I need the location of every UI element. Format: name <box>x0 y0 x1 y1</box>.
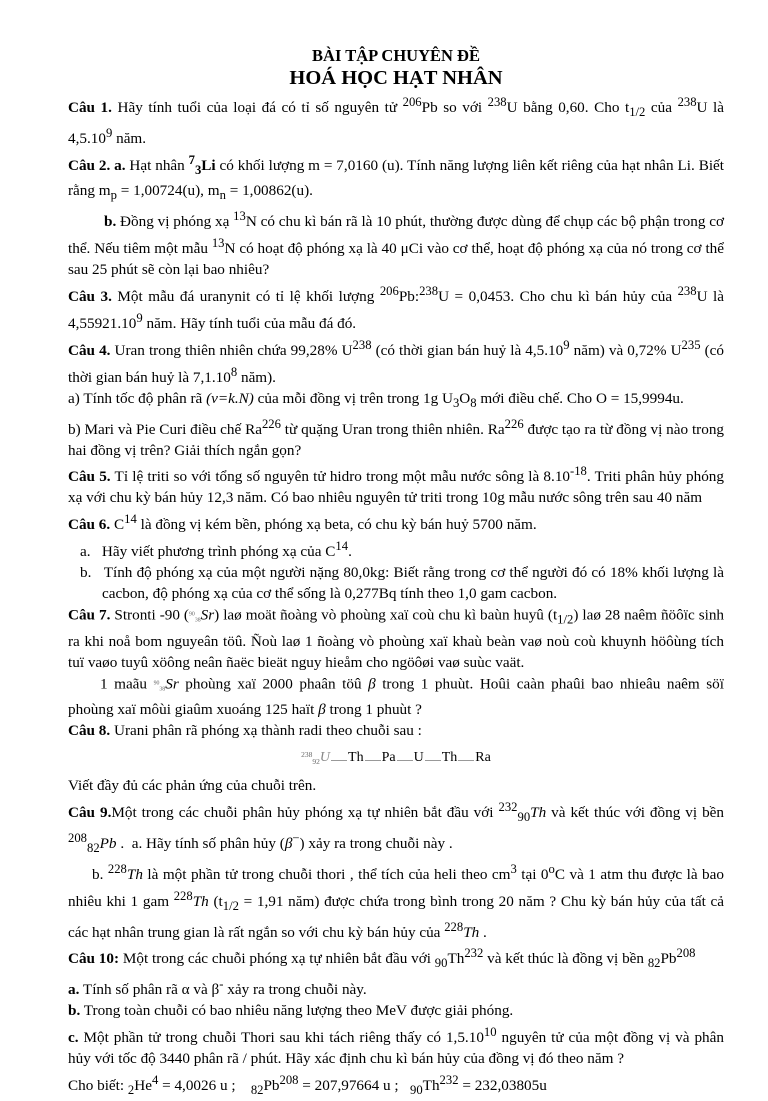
question-5: Câu 5. Tỉ lệ triti so với tổng số nguyên tử hidro trong một mẫu nước sông là $8.10^{-18}$. Triti phân hủy phóng xạ với chu kỳ bán hủy 12,3 năm. Có bao nhiêu nguyên tử triti trong 10g mẫu nước sông trên sau 40 năm <box>68 464 724 507</box>
decay-chain <box>68 745 724 773</box>
question-4: Câu 4. Uran trong thiên nhiên chứa 99,28% $U^{238}$ (có thời gian bán huỷ là 4,5.10$^9$ năm) và 0,72% $U^{235}$ (có thời gian bán huỷ là 7,1.10$^8$ năm). <box>68 337 724 386</box>
arrow <box>458 754 474 761</box>
arrow <box>425 754 441 761</box>
chain-item: Th <box>441 749 458 765</box>
question-6b: b. Tính độ phóng xạ của một người nặng 80,0kg: Biết rằng trong cơ thể người đó có 18% khối lượng là cacbon, độ phóng xạ của cơ thể sống là 0,277Bq tính theo 1,0 gam cacbon. <box>80 564 724 603</box>
arrow <box>397 754 413 761</box>
chain-item: Pa <box>381 749 396 765</box>
document-page <box>68 44 724 1101</box>
question-8: Câu 8. Urani phân rã phóng xạ thành radi theo chuỗi sau : <box>68 722 422 740</box>
question-1: Câu 1. Hãy tính tuổi của loại đá có tỉ số nguyên tử $^{206}$Pb so với $^{238}$U bằng 0,60. Cho $t_{1/2}$ của $^{238}$U là 4,5.10$^9$ năm. <box>68 95 725 148</box>
question-10b: b. Trong toàn chuỗi có bao nhiêu năng lượng theo MeV được giải phóng. <box>68 1002 514 1020</box>
question-10: Câu 10: Một trong các chuỗi phóng xạ tự nhiên bắt đầu với $_{90}Th^{232}$ và kết thúc là đồng vị bền $_{82}Pb^{208}$ <box>68 946 696 971</box>
question-4a: a) Tính tốc độ phân rã (v=k.N) của mỗi đồng vị trên trong 1g $U_3O_8$ mới điều chế. Cho O = 15,9994u. <box>68 389 684 410</box>
chain-start: U <box>319 749 331 765</box>
question-7: Câu 7. Stronti -90 ($^{90}_{38}$Sr) laø moät ñoàng vò phoùng xaï coù chu kì baùn huyû $(t_{1/2})$ laø 28 naêm ñöôïc sinh ra khi noå bom nguyeân töû. Ñoù laø 1 ñoàng vò phoùng xaï khaù beàn vaø noù coù khuynh höôùng tích tuï vaøo tuyû xöông neân ñaëc bieät nguy hieåm cho ngöôøi vaø suùc vaät. <box>68 606 725 671</box>
question-6: Câu 6. $C^{14}$ là đồng vị kém bền, phóng xạ beta, có chu kỳ bán huỷ 5700 năm. <box>68 512 537 534</box>
question-2a: Câu 2. a. Hạt nhân $^7_3$Li có khối lượng m = 7,0160 (u). Tính năng lượng liên kết riêng của hạt nhân Li. Biết rằng $m_p = 1,00724(u)$, $m_n = 1,00862(u)$. <box>68 152 725 202</box>
chain-item: U <box>413 749 424 765</box>
chain-number: 92 <box>312 756 320 766</box>
chain-item: Ra <box>475 749 491 765</box>
question-6a: a. Hãy viết phương trình phóng xạ của $C^{14}$. <box>80 539 352 561</box>
question-7-sub: 1 maãu $^{90}_{38}$Sr phoùng xaï 2000 phaân töû β trong 1 phuùt. Hoûi caàn phaûi bao nhieâu naêm söï phoùng xaï môùi giaûm xuoáng 125 haït β trong 1 phuùt ? <box>68 674 724 719</box>
arrow <box>365 754 381 761</box>
chain-mass: 238 <box>301 749 313 759</box>
heading-subtitle: BÀI TẬP CHUYÊN ĐỀ <box>312 46 480 65</box>
question-10a: a. Tính số phân rã α và β- xảy ra trong chuỗi này. <box>68 977 367 999</box>
chain-item: Th <box>348 749 364 765</box>
heading-title: HOÁ HỌC HẠT NHÂN <box>289 67 503 89</box>
question-3: Câu 3. Một mẫu đá uranynit có tỉ lệ khối lượng $^{206}$Pb:$^{238}$U = 0,0453. Cho chu kì bán hủy của $^{238}$U là 4,55921.10$^9$ năm. Hãy tính tuổi của mẫu đá đó. <box>68 283 724 332</box>
question-8-task: Viết đầy đủ các phản ứng của chuỗi trên. <box>68 776 317 794</box>
question-10c: c. Một phần tử trong chuỗi Thori sau khi tách riêng thấy có 1,5.10$^{10}$ nguyên tử của một đồng vị và phân hủy với tốc độ 3440 phân rã / phút. Hãy xác định chu kì bán hủy của đồng vị đó theo năm ? <box>68 1025 724 1068</box>
question-4b: b) Mari và Pie Curi điều chế Ra$^{226}$ từ quặng Uran trong thiên nhiên. Ra$^{226}$ được tạo ra từ đồng vị nào trong hai đồng vị trên? Giải thích ngắn gọn? <box>68 416 725 459</box>
question-9: Câu 9.Một trong các chuỗi phân hủy phóng xạ tự nhiên bắt đầu với $^{232}_{90}$Th và kết thúc với đồng vị bền $^{208}_{82}$Pb . a. Hãy tính số phân hủy (β−) xảy ra trong chuỗi này . <box>68 799 724 855</box>
question-9b: b. $^{228}$Th là một phần tử trong chuỗi thori , thể tích của heli theo $cm^3$ tại 0$^o$C và 1 atm thu được là bao nhiêu khi 1 gam $^{228}$Th ($t_{1/2} = 1,91$ năm) được chứa trong bình trong 20 năm ? Chu kỳ bán hủy của tất cả các hạt nhân trung gian là rất ngắn so với chu kỳ bán hủy của $^{228}$Th . <box>68 861 725 941</box>
arrow <box>331 754 347 761</box>
question-2b: b. Đồng vị phóng xạ $^{13}$N có chu kì bán rã là 10 phút, thường được dùng để chụp các bộ phận trong cơ thể. Nếu tiêm một mẫu $^{13}$N có hoạt độ phóng xạ là 40 μCi vào cơ thể, hoạt độ phóng xạ của nó trong cơ thể sau 25 phút sẽ còn lại bao nhiêu? <box>68 208 725 278</box>
given-constants: Cho biết: $_2He^4 = 4,0026$ u ; $_{82}Pb^{208} = 207,97664$ u ; $_{90}Th^{232} = 232,03805u$ <box>68 1073 547 1098</box>
